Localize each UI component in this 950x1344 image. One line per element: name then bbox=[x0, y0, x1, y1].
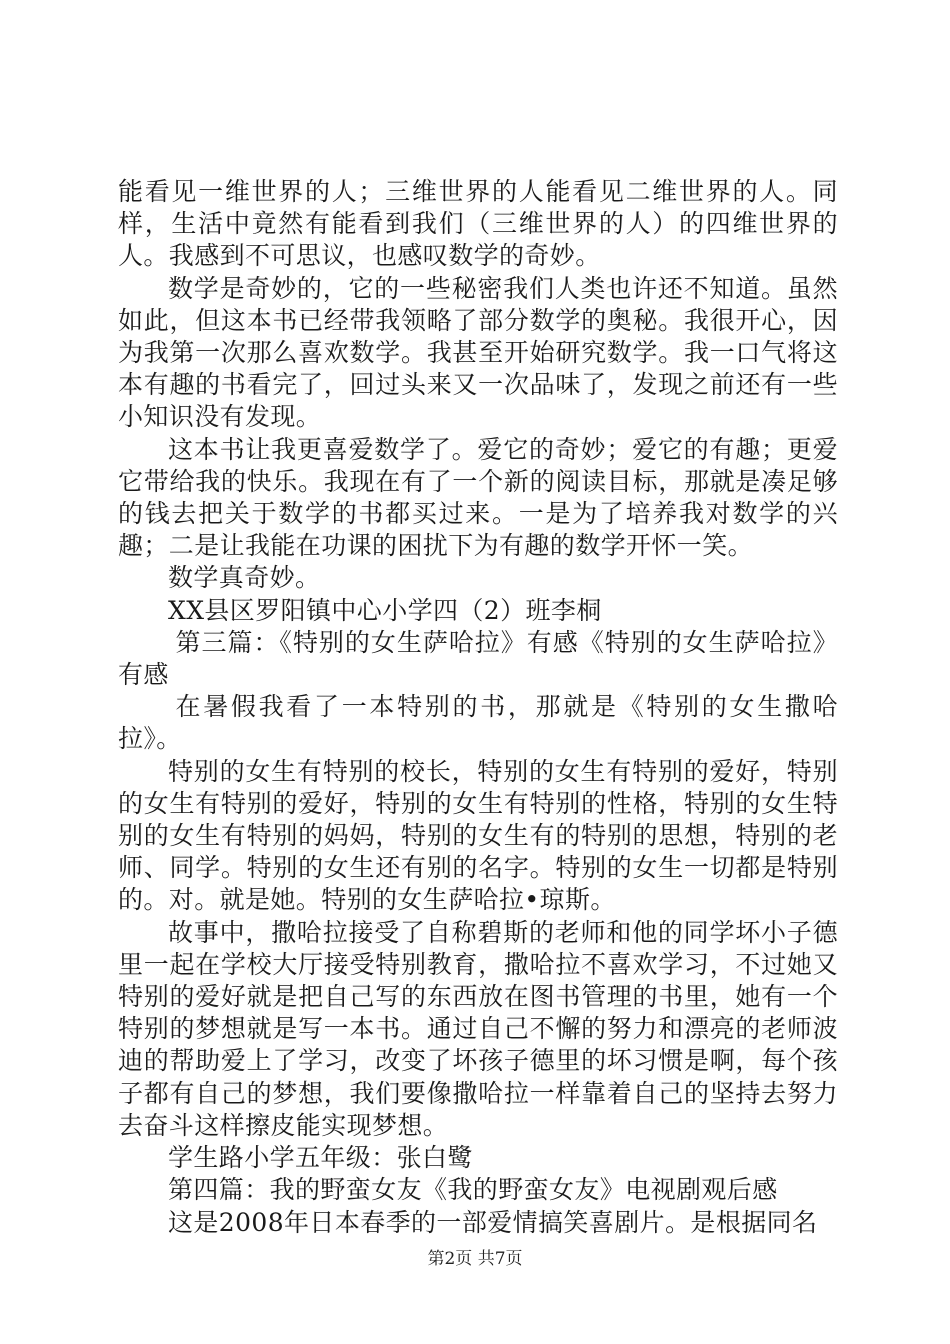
section-heading-part-four: 第四篇：我的野蛮女友《我的野蛮女友》电视剧观后感 bbox=[168, 1175, 778, 1205]
paragraph-love-math: 这本书让我更喜爱数学了。爱它的奇妙；爱它的有趣；更爱它带给我的快乐。我现在有了一个新的阅读目标，那就是凑足够的钱去把关于数学的书都买过来。一是为了培养我对数学的兴趣；二是让我能在功课的困扰下为有趣的数学开怀一笑。 bbox=[118, 434, 838, 561]
author-line-zhang-bailu: 学生路小学五年级：张白鹭 bbox=[168, 1143, 473, 1173]
paragraph-special-girl: 特别的女生有特别的校长，特别的女生有特别的爱好，特别的女生有特别的爱好，特别的女生有特别的性格，特别的女生特别的女生有特别的妈妈，特别的女生有的特别的思想，特别的老师、同学。特别的女生还有别的名字。特别的女生一切都是特别的。对。就是她。特别的女生萨哈拉•琼斯。 bbox=[118, 756, 838, 915]
paragraph-math-is-wonderful: 数学是奇妙的，它的一些秘密我们人类也许还不知道。虽然如此，但这本书已经带我领略了部分数学的奥秘。我很开心，因为我第一次那么喜欢数学。我甚至开始研究数学。我一口气将这本有趣的书看完了，回过头来又一次品味了，发现之前还有一些小知识没有发现。 bbox=[118, 273, 838, 432]
document-body bbox=[118, 176, 838, 1239]
paragraph-math-marvelous: 数学真奇妙。 bbox=[168, 563, 321, 593]
page-number-footer: 第2页 共7页 bbox=[427, 1249, 523, 1269]
paragraph-drama-intro: 这是2008年日本春季的一部爱情搞笑喜剧片。是根据同名 bbox=[168, 1207, 818, 1237]
author-line-li-tong: XX县区罗阳镇中心小学四（2）班李桐 bbox=[168, 595, 602, 625]
paragraph-story-summary: 故事中，撒哈拉接受了自称碧斯的老师和他的同学坏小子德里一起在学校大厅接受特别教育，撒哈拉不喜欢学习，不过她又特别的爱好就是把自己写的东西放在图书管理的书里，她有一个特别的梦想就是写一本书。通过自己不懈的努力和漂亮的老师波迪的帮助爱上了学习，改变了坏孩子德里的坏习惯是啊，每个孩子都有自己的梦想，我们要像撒哈拉一样靠着自己的坚持去努力去奋斗这样擦皮能实现梦想。 bbox=[118, 917, 838, 1140]
paragraph-summer-book: 在暑假我看了一本特别的书，那就是《特别的女生撒哈拉》。 bbox=[118, 692, 838, 754]
paragraph-dimensions-ending: 能看见一维世界的人；三维世界的人能看见二维世界的人。同样，生活中竟然有能看到我们（三维世界的人）的四维世界的人。我感到不可思议，也感叹数学的奇妙。 bbox=[118, 177, 838, 271]
section-heading-part-three: 第三篇：《特别的女生萨哈拉》有感《特别的女生萨哈拉》有感 bbox=[118, 627, 838, 690]
